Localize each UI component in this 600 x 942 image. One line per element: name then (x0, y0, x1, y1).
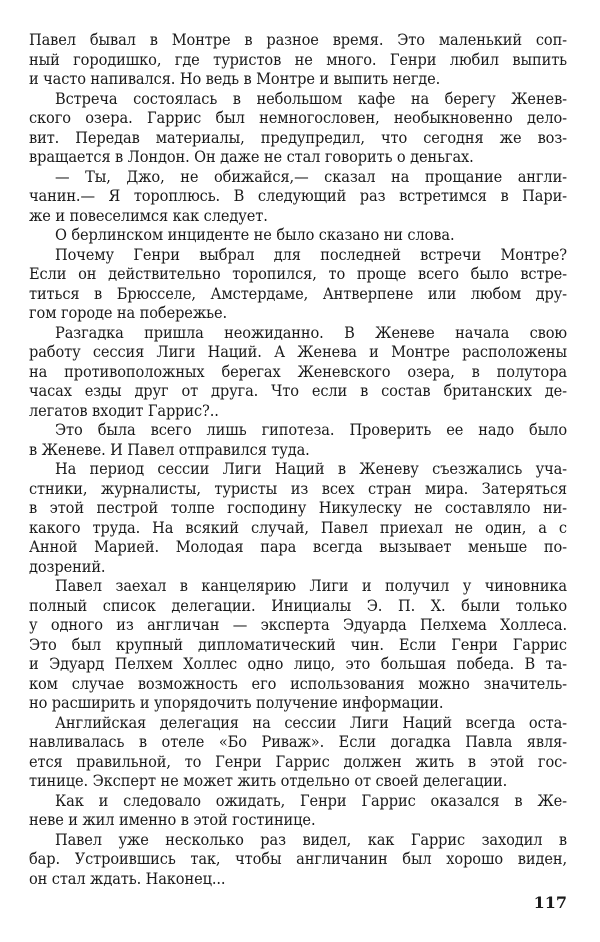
text-line: ского озера. Гаррис был немногословен, необыкновенно дело- (29, 108, 567, 127)
text-line: титься в Брюсселе, Амстердаме, Антверпене или любом дру- (29, 283, 567, 303)
paragraph (29, 713, 567, 791)
text-line: гом городе на побережье. (29, 303, 227, 322)
text-line: Разгадка пришла неожиданно. В Женеве начала свою (55, 322, 567, 342)
text-line: на противоположных берегах Женевского озера, в полутора (29, 361, 567, 381)
text-line: полный список делегации. Инициалы Э. П. Х. были только (29, 595, 567, 615)
page-body-text (29, 30, 567, 888)
text-line: и часто напивался. Но ведь в Монтре и выпить негде. (29, 69, 441, 88)
text-line: Почему Генри выбрал для последней встречи Монтре? (55, 244, 567, 264)
paragraph (29, 459, 567, 576)
text-line: Если он действительно торопился, то проще всего было встре- (29, 264, 567, 283)
text-line: Павел заехал в канцелярию Лиги и получил у чиновника (55, 576, 567, 595)
paragraph (29, 576, 567, 713)
paragraph (29, 225, 567, 245)
paragraph (29, 245, 567, 323)
text-line: ный городишко, где туристов не много. Генри любил выпить (29, 49, 567, 69)
text-line: навливалась в отеле «Бо Риваж». Если догадка Павла явля- (29, 732, 567, 751)
text-line: тинице. Эксперт не может жить отдельно от своей делегации. (29, 771, 508, 790)
text-line: и Эдуард Пелхем Холлес одно лицо, это большая победа. В та- (29, 654, 567, 673)
text-line: ется правильной, то Генри Гаррис должен жить в этой гос- (29, 751, 567, 771)
text-line: но расширить и упорядочить получение информации. (29, 693, 444, 712)
text-line: дозрений. (29, 556, 106, 576)
text-line: в этой пестрой толпе господину Никулеску не составляло ни- (29, 498, 567, 517)
text-line: Английская делегация на сессии Лиги Наций всегда оста- (55, 712, 567, 732)
text-line: же и повеселимся как следует. (29, 205, 268, 225)
text-line: стники, журналисты, туристы из всех стран мира. Затеряться (29, 478, 567, 498)
text-line: Это была всего лишь гипотеза. Проверить ее надо было (55, 420, 567, 439)
text-line: чанин.— Я тороплюсь. В следующий раз встретимся в Пари- (29, 186, 567, 205)
page-number: 117 (533, 893, 567, 912)
paragraph (29, 830, 567, 889)
text-line: О берлинском инциденте не было сказано ни слова. (55, 225, 455, 244)
paragraph (29, 420, 567, 459)
text-line: — Ты, Джо, не обижайся,— сказал на прощание англи- (55, 166, 567, 186)
paragraph (29, 791, 567, 830)
text-line: ком случае возможность его использования можно значитель- (29, 673, 567, 693)
text-line: у одного из англичан — эксперта Эдуарда Пелхема Холлеса. (29, 615, 567, 634)
text-line: Как и следовало ожидать, Генри Гаррис оказался в Же- (55, 790, 567, 810)
text-line: Встреча состоялась в небольшом кафе на берегу Женев- (55, 88, 567, 108)
paragraph (29, 30, 567, 89)
text-line: легатов входит Гаррис?.. (29, 400, 219, 420)
text-line: в Женеве. И Павел отправился туда. (29, 439, 310, 459)
text-line: вращается в Лондон. Он даже не стал говорить о деньгах. (29, 147, 474, 166)
text-line: вит. Передав материалы, предупредил, что сегодня же воз- (29, 127, 567, 147)
text-line: Павел уже несколько раз видел, как Гаррис заходил в (55, 829, 567, 849)
text-line: неве и жил именно в этой гостинице. (29, 810, 316, 829)
text-line: На период сессии Лиги Наций в Женеву съезжались уча- (55, 459, 567, 478)
paragraph (29, 89, 567, 167)
text-line: Анной Марией. Молодая пара всегда вызывает меньше по- (29, 537, 567, 556)
text-line: часах езды друг от друга. Что если в состав британских де- (29, 381, 567, 400)
text-line: работу сессия Лиги Наций. А Женева и Монтре расположены (29, 342, 567, 361)
text-line: Это был крупный дипломатический чин. Если Генри Гаррис (29, 634, 567, 654)
text-line: какого труда. На всякий случай, Павел приехал не один, а с (29, 517, 567, 537)
text-line: он стал ждать. Наконец... (29, 868, 226, 888)
text-line: Павел бывал в Монтре в разное время. Это маленький соп- (29, 30, 567, 49)
paragraph (29, 167, 567, 226)
text-line: бар. Устроившись так, чтобы англичанин был хорошо виден, (29, 849, 567, 868)
paragraph (29, 323, 567, 421)
